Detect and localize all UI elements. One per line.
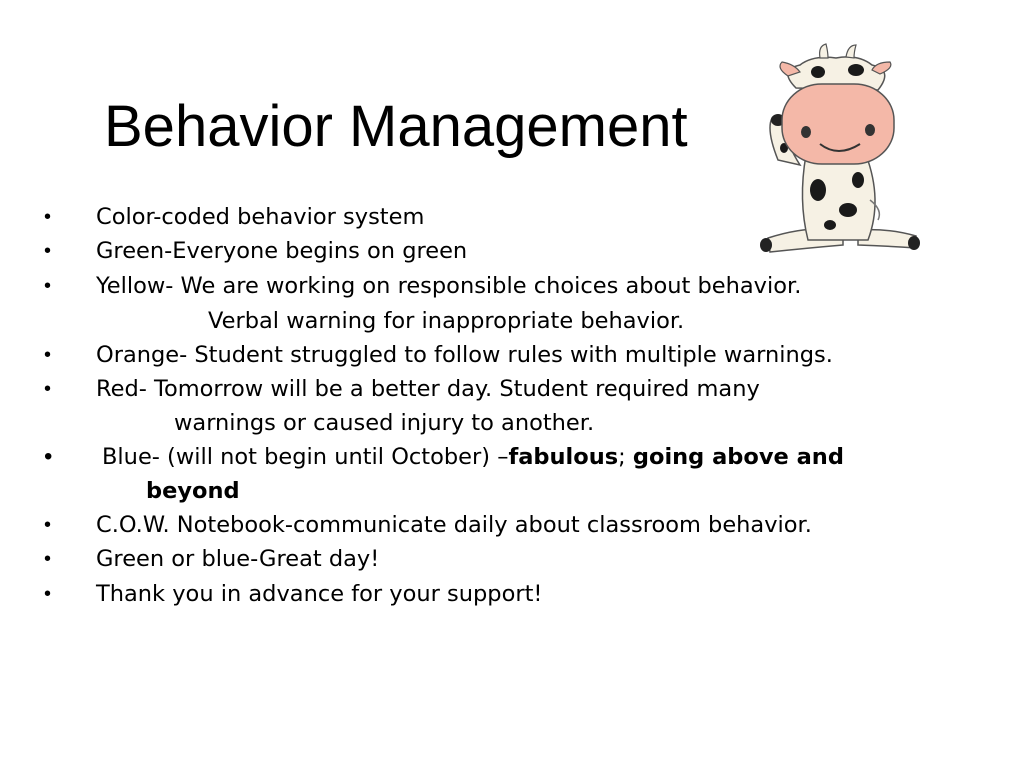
bullet-item-green-or-blue: Green or blue-Great day! — [96, 546, 380, 572]
bullet-glyph: • — [44, 240, 52, 262]
bullet-item-color-coded: Color-coded behavior system — [96, 204, 425, 230]
slide-title: Behavior Management — [104, 94, 688, 159]
bullet-item-green: Green-Everyone begins on green — [96, 238, 468, 264]
bullet-glyph: • — [44, 275, 52, 297]
bullet-item-blue — [102, 440, 844, 474]
bullet-glyph: • — [44, 443, 53, 470]
blue-bold-going-above: going above and — [632, 444, 844, 470]
bullet-item-blue-continuation: beyond — [146, 478, 240, 504]
cow-illustration-icon — [748, 40, 928, 260]
bullet-item-cow-notebook: C.O.W. Notebook-communicate daily about classroom behavior. — [96, 512, 812, 538]
bullet-item-red-continuation: warnings or caused injury to another. — [174, 410, 595, 436]
bullet-glyph: • — [44, 583, 52, 605]
bullet-glyph: • — [44, 206, 52, 228]
bullet-item-red: Red- Tomorrow will be a better day. Student required many — [96, 376, 760, 402]
blue-bold-fabulous: fabulous — [508, 444, 619, 470]
bullet-glyph: • — [44, 514, 52, 536]
blue-separator: ; — [618, 444, 633, 470]
bullet-item-yellow: Yellow- We are working on responsible choices about behavior. — [96, 273, 802, 299]
bullet-item-thank-you: Thank you in advance for your support! — [96, 581, 543, 607]
bullet-glyph: • — [44, 378, 52, 400]
blue-text: Blue- (will not begin until October) – — [102, 444, 509, 470]
bullet-item-yellow-continuation: Verbal warning for inappropriate behavior. — [208, 308, 685, 334]
bullet-item-orange: Orange- Student struggled to follow rules with multiple warnings. — [96, 342, 833, 368]
bullet-glyph: • — [44, 344, 52, 366]
bullet-glyph: • — [44, 548, 52, 570]
